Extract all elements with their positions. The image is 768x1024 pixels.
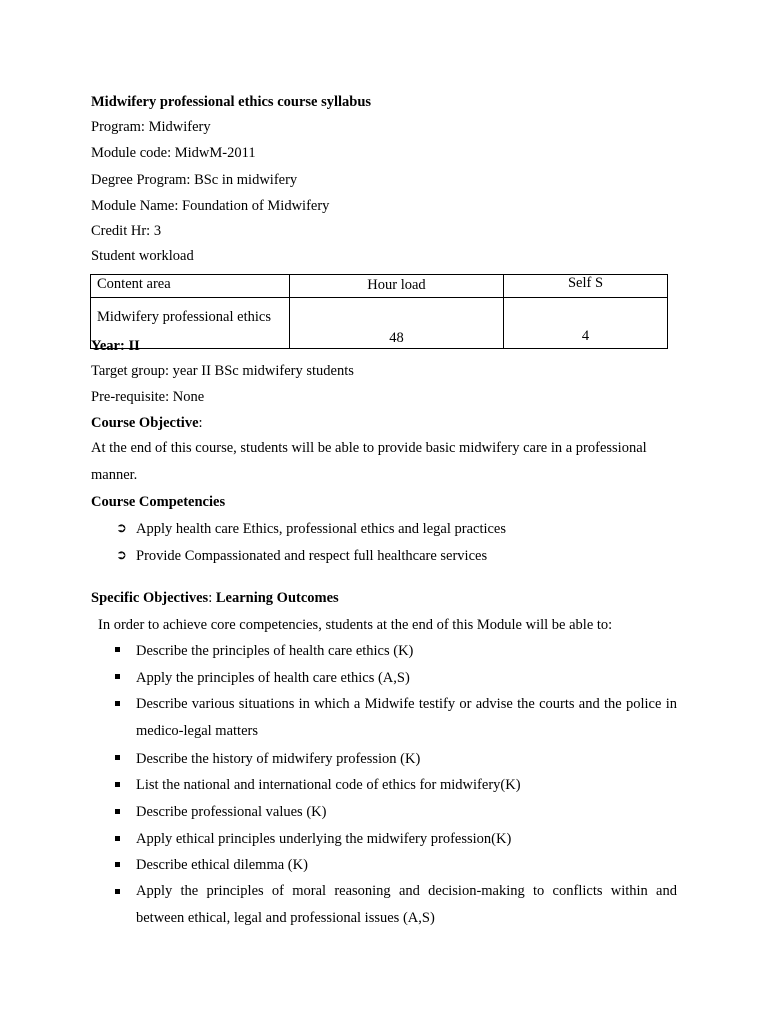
module-name-line: Module Name: Foundation of Midwifery: [91, 198, 330, 214]
square-bullet-icon: [115, 647, 120, 652]
competency-item: Apply health care Ethics, professional ethics and legal practices: [136, 521, 507, 537]
year-line: Year: II: [91, 338, 140, 354]
table-row: [91, 298, 668, 349]
objectives-intro: In order to achieve core competencies, students at the end of this Module will be able to:: [98, 617, 613, 633]
course-objective-text-line-1: At the end of this course, students will be able to provide basic midwifery care in a professional: [91, 440, 647, 456]
arrow-bullet-icon: ➲: [116, 520, 127, 535]
program-line: Program: Midwifery: [91, 119, 211, 135]
square-bullet-icon: [115, 889, 120, 894]
specific-objectives-separator: :: [208, 590, 216, 606]
square-bullet-icon: [115, 862, 120, 867]
module-code-line: Module code: MidwM-2011: [91, 145, 256, 161]
square-bullet-icon: [115, 701, 120, 706]
competency-item: Provide Compassionated and respect full healthcare services: [136, 548, 488, 564]
table-cell: Midwifery professional ethics: [91, 298, 290, 349]
table-cell: 48: [290, 298, 504, 349]
outcome-item: Describe the principles of health care ethics (K): [136, 643, 414, 659]
outcome-item: Describe various situations in which a Midwife testify or advise the courts and the police in medico-legal matters: [136, 696, 677, 739]
square-bullet-icon: [115, 836, 120, 841]
workload-table: [90, 274, 668, 349]
outcome-item: Describe the history of midwifery profession (K): [136, 751, 421, 767]
outcome-item: Describe ethical dilemma (K): [136, 857, 308, 873]
table-header-cell: Self S: [504, 275, 668, 298]
square-bullet-icon: [115, 782, 120, 787]
table-cell: 4: [504, 298, 668, 349]
degree-program-line: Degree Program: BSc in midwifery: [91, 172, 298, 188]
square-bullet-icon: [115, 809, 120, 814]
course-objective-text-line-2: manner.: [91, 467, 138, 483]
table-header-cell: Hour load: [290, 275, 504, 298]
student-workload-label: Student workload: [91, 248, 194, 264]
syllabus-title: Midwifery professional ethics course syllabus: [91, 94, 372, 110]
specific-objectives-heading: [91, 589, 339, 607]
outcome-item: Apply the principles of health care ethics (A,S): [136, 670, 410, 686]
table-header-cell: Content area: [91, 275, 290, 298]
course-objective-colon: :: [198, 415, 203, 431]
learning-outcomes-label: Learning Outcomes: [215, 590, 339, 606]
specific-objectives-label: Specific Objectives: [91, 590, 209, 606]
square-bullet-icon: [115, 674, 120, 679]
course-competencies-heading: Course Competencies: [91, 494, 226, 510]
arrow-bullet-icon: ➲: [116, 547, 127, 562]
prerequisite-line: Pre-requisite: None: [91, 389, 205, 405]
outcome-item: Apply ethical principles underlying the midwifery profession(K): [136, 831, 512, 847]
outcome-item: Apply the principles of moral reasoning and decision-making to conflicts within and between ethical, legal and professional issues (A,S): [136, 883, 677, 926]
outcome-item: List the national and international code of ethics for midwifery(K): [136, 777, 521, 793]
target-group-line: Target group: year II BSc midwifery students: [91, 363, 354, 379]
outcome-item: Describe professional values (K): [136, 804, 327, 820]
table-header-row: [91, 275, 668, 298]
course-objective-label: Course Objective: [91, 415, 199, 431]
square-bullet-icon: [115, 755, 120, 760]
course-objective-heading: [91, 414, 203, 432]
credit-hr-line: Credit Hr: 3: [91, 223, 162, 239]
